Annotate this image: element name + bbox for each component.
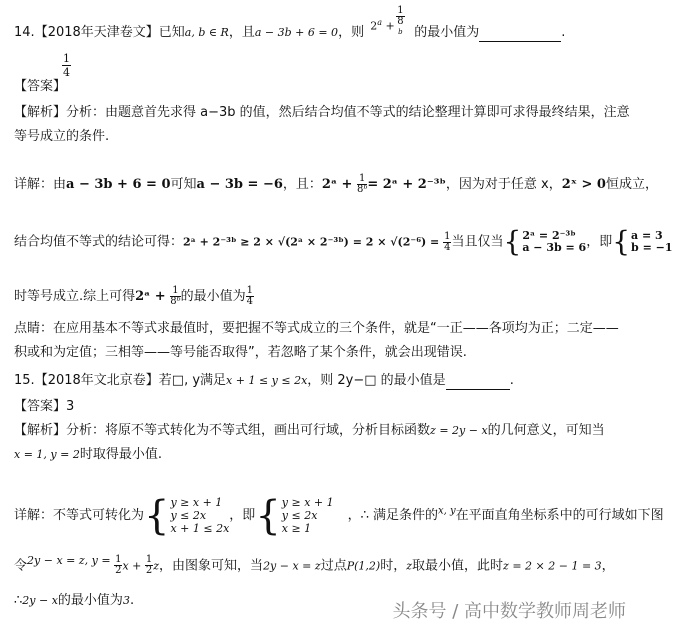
q14-number: 14. [14,25,35,40]
watermark: 头条号 / 高中数学教师周老师 [392,601,626,622]
comment14-line1: 点睛：在应用基本不等式求最值时，要把握不等式成立的三个条件，就是“一正——各项均为正；二定—— [14,321,619,336]
detail14-line3 [14,286,254,307]
frac-den: 8ᵇ [170,296,181,307]
expr-plus: + [385,19,395,33]
detail-math: = 2ᵃ + 2⁻³ᵇ [367,177,446,192]
analysis14-text: 分析：由题意首先求得 a−3b 的值，然后结合均值不等式的结论整理计算即可求得最终结果，注意 [66,105,630,120]
detail-text: ，且： [282,177,322,192]
answer15-line [14,398,74,416]
q14-text: ，则 [338,25,365,40]
q14-source: 【2018年天津卷文】 [34,25,159,40]
sys-row: b = −1 [631,241,673,254]
detail-text: 详解：由 [14,177,67,192]
q15-text: ，则 2y−□ 的最小值是 [307,373,446,388]
q14-end: . [561,25,566,40]
q14-vars: a, b ∈ R [184,26,229,39]
system-2 [631,230,672,254]
frac-1-4 [246,286,254,307]
detail-text: 结合均值不等式的结论可得： [14,234,184,250]
q15-number: 15. [14,373,35,388]
brace-icon: { [503,225,522,258]
expr-den: 8 [397,16,404,27]
expr-den-exp: b [398,28,403,36]
sys-row: y ≤ 2x [170,509,207,522]
frac-den: 2 [145,565,153,577]
q15-line [14,372,514,390]
detail-text: 的最小值为 [180,289,246,304]
q14-line [14,5,566,42]
brace-icon: { [612,225,631,258]
answer14-num: 1 [63,52,70,65]
detail-math: z = 2 × 2 − 1 = 3 [503,559,602,573]
q15-text: 若□, y满足 [158,373,227,388]
detail-text: ，∴ 满足条件的 [347,508,439,523]
q15-source: 【2018年文北京卷】 [34,373,159,388]
detail-math: 2ˣ > 0 [561,177,606,192]
detail-text: ，即 [586,234,613,250]
sys-row: y ≤ 2x [281,509,318,522]
q15-condition: x + 1 ≤ y ≤ 2x [226,374,308,387]
answer15-value: 3 [66,399,75,414]
detail-math: a − 3b + 6 = 0 [66,177,171,192]
analysis14-line2: 等号成立的条件. [14,129,110,144]
detail-text: 时， [380,558,407,574]
detail-text: 过点 [320,558,347,574]
frac-1-8b [357,174,367,195]
answer14-den: 4 [63,66,70,79]
frac-num: 1 [172,285,179,296]
analysis14-label: 【解析】 [14,105,67,120]
sys-row: x + 1 ≤ 2x [170,522,230,535]
frac-num: 1 [115,554,122,566]
analysis14-line1 [14,104,630,122]
frac-half [145,555,153,576]
brace-icon: { [144,492,170,539]
detail-math: P(1,2) [346,559,381,573]
expr-exp: a [377,18,382,27]
detail-text: 令 [14,558,28,574]
answer-blank [479,29,561,42]
detail-math: z [406,559,413,573]
detail-math: z [153,559,160,573]
sys-row: x ≥ 1 [281,522,312,535]
detail-text: ，因为对于任意 x， [445,177,562,192]
detail-text: ， [601,558,615,574]
frac-1-8b [170,286,180,307]
detail-math: 2y − x [22,594,58,607]
detail15-line1 [14,492,664,539]
frac-den: 8ᵇ [356,184,368,195]
sys-row: y ≥ x + 1 [281,496,334,509]
q14-text: 已知 [158,25,185,40]
detail-text: ∴ [14,593,23,608]
frac-num: 1 [358,173,366,184]
analysis15-math: z = 2y − x [430,424,488,437]
analysis15-line1 [14,422,605,440]
q14-text: ，且 [228,25,255,40]
q14-condition: a − 3b + 6 = 0 [254,26,339,39]
analysis15-math: x = 1, y = 2 [14,448,80,461]
detail-text: 当且仅当 [451,234,504,250]
detail-math: a − 3b = −6 [196,177,283,192]
q15-end: . [509,373,514,388]
analysis15-label: 【解析】 [14,423,67,438]
sys-row: a = 3 [631,229,663,242]
detail-text: 的最小值为 [57,593,123,608]
sys-row: a − 3b = 6 [522,241,587,254]
analysis15-line2 [14,446,162,464]
detail14-line1 [14,174,658,195]
detail-text: 可知 [170,177,197,192]
comment14-line2: 积或和为定值；三相等——等号能否取得”，若忽略了某个条件，就会出现错误. [14,345,467,360]
detail-text: ，由图象可知，当 [159,558,264,574]
frac-den: 4 [246,296,253,307]
brace-icon: { [255,492,281,539]
analysis15-text: 时取得最小值. [79,447,162,462]
detail-math: 2y − x = z, y = [27,554,115,567]
frac-num: 1 [145,554,153,566]
sys-row: y ≥ x + 1 [170,496,223,509]
detail15-line3 [14,592,134,610]
detail-text: . [129,593,135,608]
sys-row: 2ᵃ = 2⁻³ᵇ [522,229,576,242]
detail-text: 取最小值，此时 [412,558,504,574]
detail-text: 时等号成立.综上可得 [14,289,136,304]
q14-text: 的最小值为 [414,25,480,40]
detail14-line2 [14,225,673,258]
detail-text: 详解：不等式可转化为 [14,508,145,523]
answer-blank [446,377,510,390]
detail-text: ，即 [229,508,256,523]
frac-den: 2 [115,565,122,577]
detail-text: 恒成立， [605,177,658,192]
detail-math: 2ᵃ + [321,177,357,192]
system-1 [522,230,586,254]
detail-math: 2ᵃ + [135,289,171,304]
q14-expression [368,5,414,42]
analysis15-text: 分析：将原不等式转化为不等式组，画出可行域，分析目标函数 [66,423,431,438]
system-A [170,496,229,535]
detail-text: 在平面直角坐标系中的可行域如下图 [455,508,664,523]
expr-base: 2 [370,19,378,33]
answer14-fraction [62,52,71,79]
analysis15-text: 的几何意义，可知当 [487,423,605,438]
frac-num: 1 [444,230,451,242]
frac-den: 4 [444,241,451,253]
detail-math: 2y − x = z [263,559,321,573]
detail-math: x, y [438,505,456,517]
detail-math: 2ᵃ + 2⁻³ᵇ ≥ 2 × √(2ᵃ × 2⁻³ᵇ) = 2 × √(2⁻⁶) = [183,235,444,249]
detail-math: x + [122,559,145,573]
answer15-label: 【答案】 [14,399,67,414]
detail15-line2 [14,552,615,576]
expr-num: 1 [397,5,404,16]
detail-math: 3 [122,594,130,607]
frac-num: 1 [246,285,253,296]
system-B [282,496,334,535]
answer14-label: 【答案】 [14,79,67,94]
